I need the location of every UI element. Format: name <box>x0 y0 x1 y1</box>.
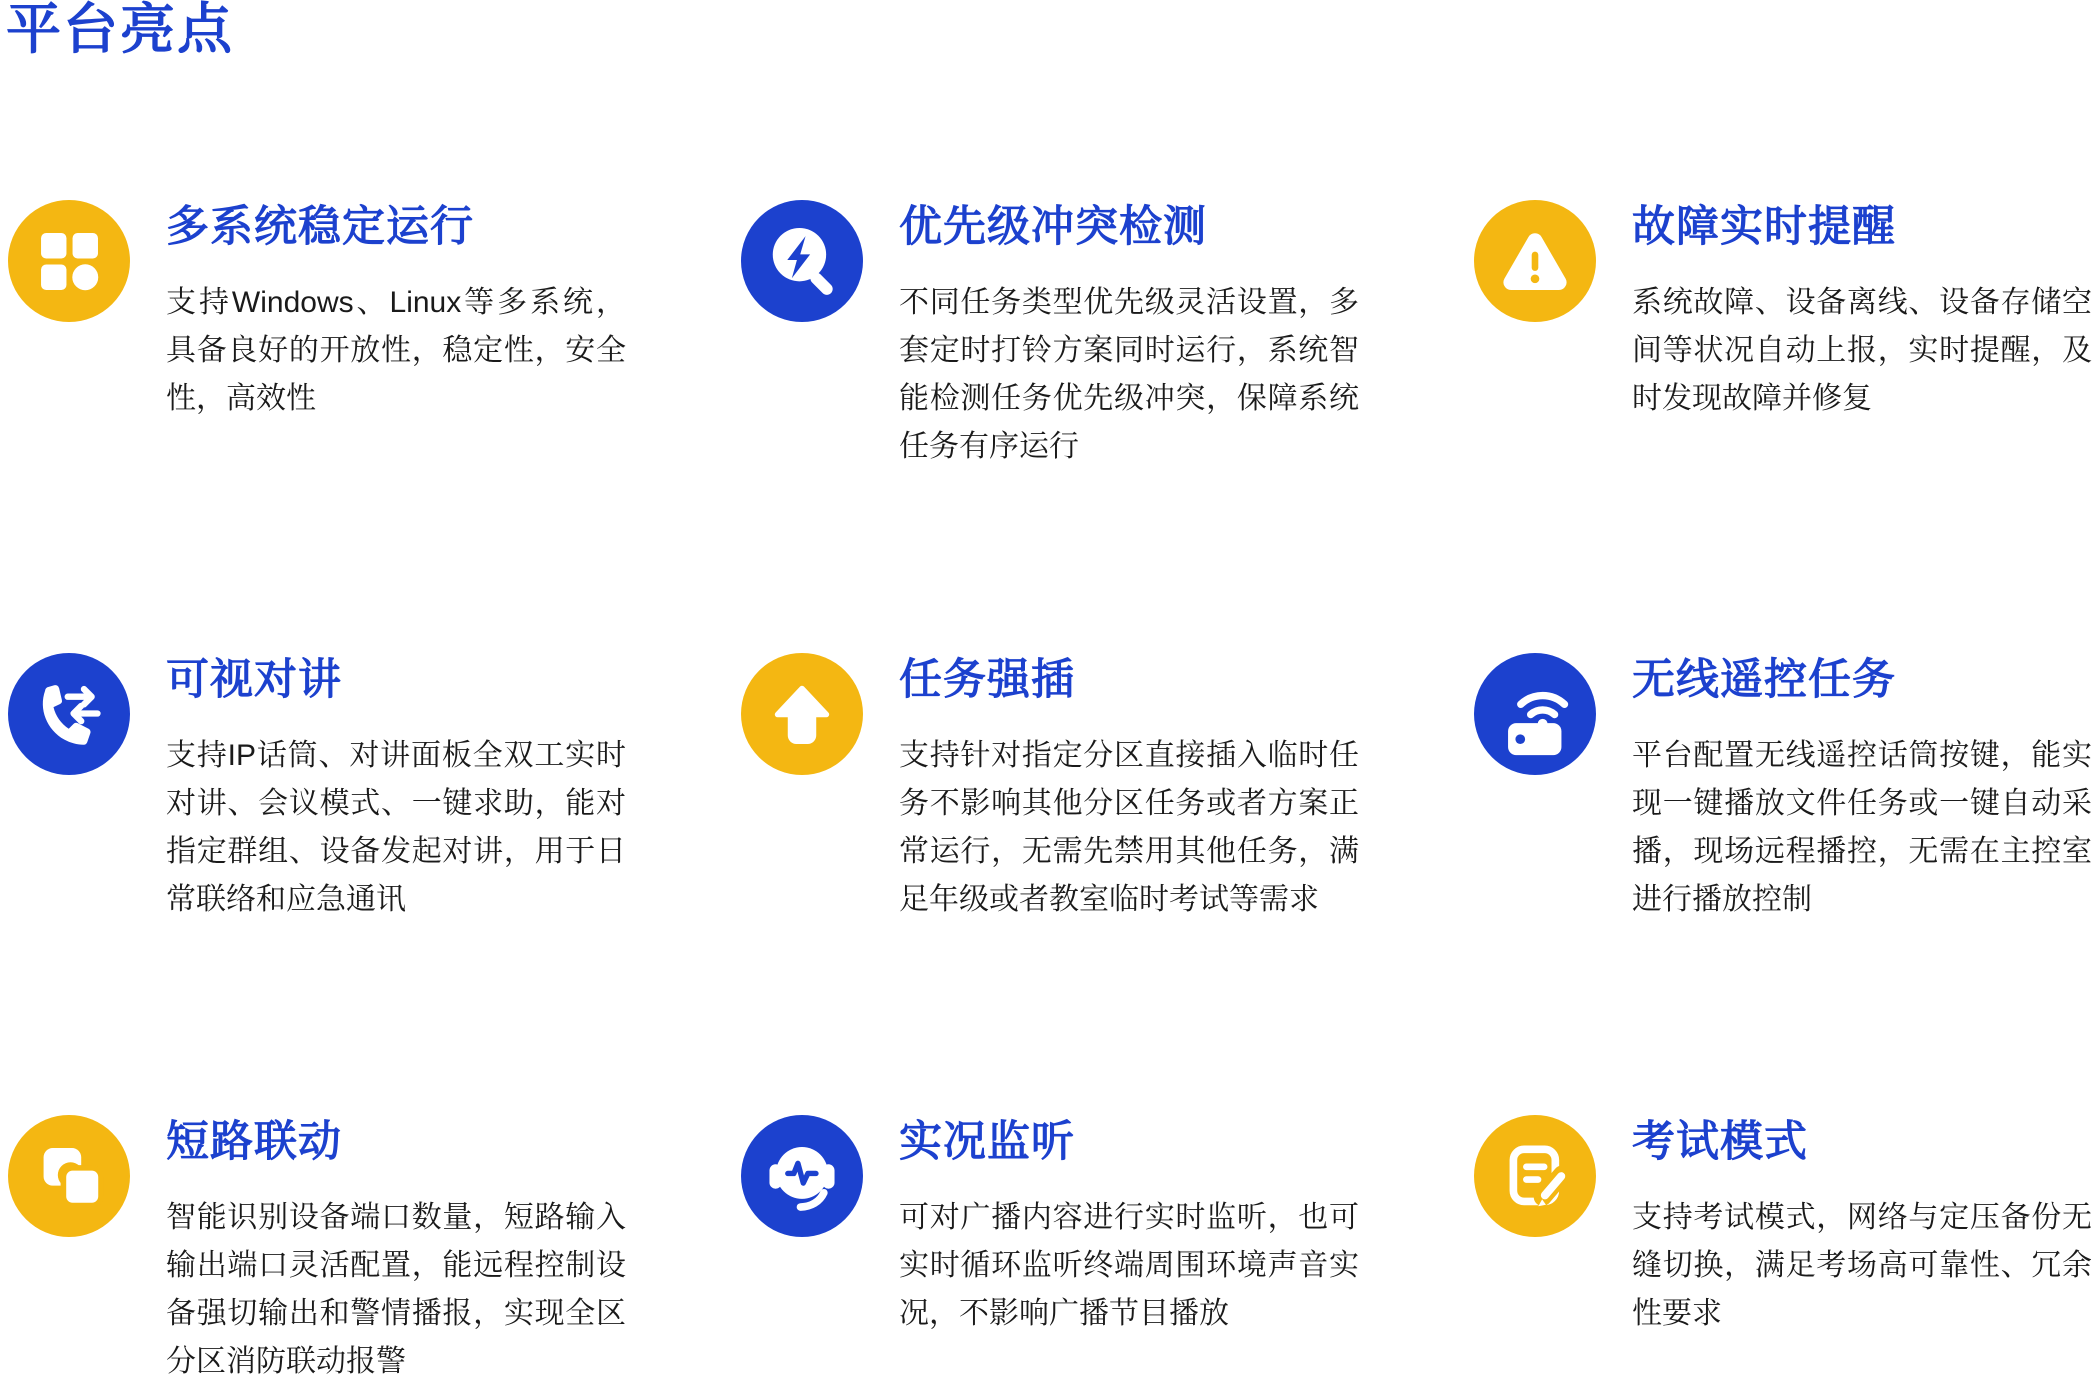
feature-card-live-monitor <box>741 1115 1474 1386</box>
feature-description: 智能识别设备端口数量，短路输入输出端口灵活配置，能远程控制设备强切输出和警情播报，实现全区分区消防联动报警 <box>166 1201 626 1378</box>
feature-title: 考试模式 <box>1632 1118 1808 1166</box>
feature-grid <box>8 200 2092 1386</box>
feature-title: 实况监听 <box>899 1118 1075 1166</box>
feature-card-fault-alert <box>1474 200 2092 653</box>
feature-card-short-circuit-linkage <box>8 1115 741 1386</box>
feature-title: 短路联动 <box>166 1118 342 1166</box>
feature-title: 任务强插 <box>899 656 1075 704</box>
feature-title: 优先级冲突检测 <box>899 203 1207 251</box>
feature-card-multi-system <box>8 200 741 653</box>
feature-title: 多系统稳定运行 <box>166 203 474 251</box>
feature-description: 可对广播内容进行实时监听，也可实时循环监听终端周围环境声音实况，不影响广播节目播放 <box>899 1201 1359 1330</box>
feature-description: 支持考试模式，网络与定压备份无缝切换，满足考场高可靠性、冗余性要求 <box>1632 1201 2092 1330</box>
wireless-remote-icon <box>1474 653 1596 775</box>
feature-title: 可视对讲 <box>166 656 342 704</box>
exam-mode-icon <box>1474 1115 1596 1237</box>
feature-title: 故障实时提醒 <box>1632 203 1896 251</box>
apps-grid-icon <box>8 200 130 322</box>
live-monitor-icon <box>741 1115 863 1237</box>
task-insert-icon <box>741 653 863 775</box>
feature-description: 支持IP话筒、对讲面板全双工实时对讲、会议模式、一键求助，能对指定群组、设备发起对讲，用于日常联络和应急通讯 <box>166 739 626 916</box>
feature-card-video-intercom <box>8 653 741 1115</box>
video-intercom-icon <box>8 653 130 775</box>
feature-title: 无线遥控任务 <box>1632 656 1896 704</box>
page-title: 平台亮点 <box>6 0 235 60</box>
feature-card-task-insert <box>741 653 1474 1115</box>
short-circuit-linkage-icon <box>8 1115 130 1237</box>
feature-description: 支持Windows、Linux等多系统，具备良好的开放性，稳定性，安全性，高效性 <box>166 286 626 415</box>
feature-description: 系统故障、设备离线、设备存储空间等状况自动上报，实时提醒，及时发现故障并修复 <box>1632 286 2092 415</box>
conflict-detect-icon <box>741 200 863 322</box>
fault-alert-icon <box>1474 200 1596 322</box>
feature-description: 不同任务类型优先级灵活设置，多套定时打铃方案同时运行，系统智能检测任务优先级冲突，保障系统任务有序运行 <box>899 286 1359 463</box>
feature-card-exam-mode <box>1474 1115 2092 1386</box>
feature-card-priority-conflict <box>741 200 1474 653</box>
feature-description: 支持针对指定分区直接插入临时任务不影响其他分区任务或者方案正常运行，无需先禁用其他任务，满足年级或者教室临时考试等需求 <box>899 739 1359 916</box>
feature-description: 平台配置无线遥控话筒按键，能实现一键播放文件任务或一键自动采播，现场远程播控，无需在主控室进行播放控制 <box>1632 739 2092 916</box>
feature-card-wireless-remote <box>1474 653 2092 1115</box>
